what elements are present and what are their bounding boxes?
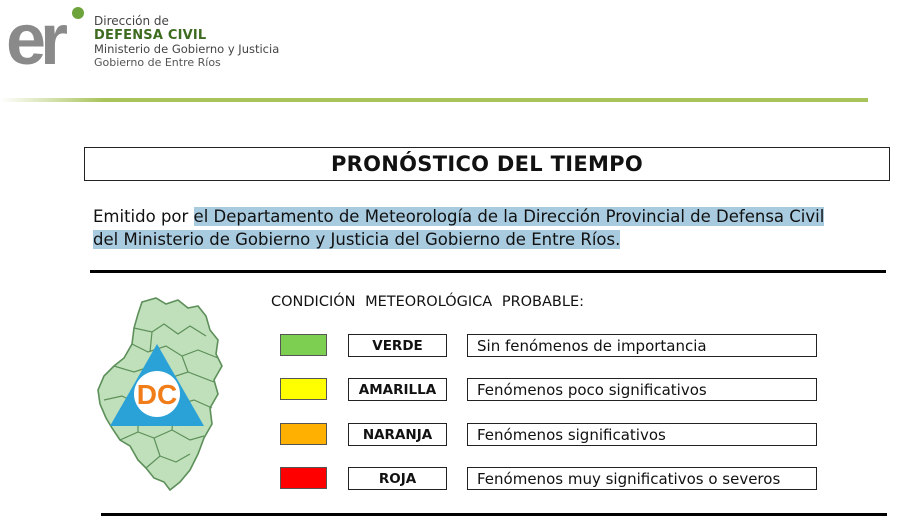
- dc-badge-text: DC: [136, 379, 178, 410]
- logo-line-3: Ministerio de Gobierno y Justicia: [94, 42, 280, 57]
- condition-description: Sin fenómenos de importancia: [467, 334, 817, 357]
- logo-dot: [72, 7, 84, 19]
- condition-label: VERDE: [348, 334, 447, 357]
- condition-label: NARANJA: [348, 423, 447, 446]
- condition-label: ROJA: [348, 467, 447, 490]
- logo-text: [94, 14, 279, 70]
- logo-line-4: Gobierno de Entre Ríos: [94, 56, 221, 70]
- green-swatch: [280, 334, 327, 356]
- condition-heading: CONDICIÓN METEOROLÓGICA PROBABLE:: [271, 294, 584, 310]
- condition-description: Fenómenos muy significativos o severos: [467, 467, 817, 490]
- logo-mark-letters: er: [6, 4, 63, 70]
- condition-label: AMARILLA: [348, 378, 447, 401]
- entre-rios-map-icon: [94, 296, 224, 492]
- page-title: PRONÓSTICO DEL TIEMPO: [330, 152, 644, 176]
- logo-line-1: Dirección de: [94, 14, 169, 28]
- condition-description: Fenómenos poco significativos: [467, 378, 817, 401]
- title-box: [84, 147, 890, 181]
- header-divider: [0, 98, 868, 102]
- defensa-civil-logo-icon: [6, 4, 88, 70]
- orange-swatch: [280, 423, 327, 445]
- issuer-prefix: Emitido por: [93, 207, 194, 226]
- red-swatch: [280, 467, 327, 489]
- section-divider-bottom: [101, 513, 887, 516]
- issuer-highlight-1: el Departamento de Meteorología de la Dirección Provincial de Defensa Civil: [193, 207, 825, 226]
- section-divider-top: [90, 270, 886, 273]
- issuer-highlight-2: del Ministerio de Gobierno y Justicia del Gobierno de Entre Ríos.: [93, 230, 621, 249]
- issuer-paragraph: [93, 205, 893, 251]
- condition-description: Fenómenos significativos: [467, 423, 817, 446]
- yellow-swatch: [280, 378, 327, 400]
- logo-line-2: DEFENSA CIVIL: [94, 28, 207, 44]
